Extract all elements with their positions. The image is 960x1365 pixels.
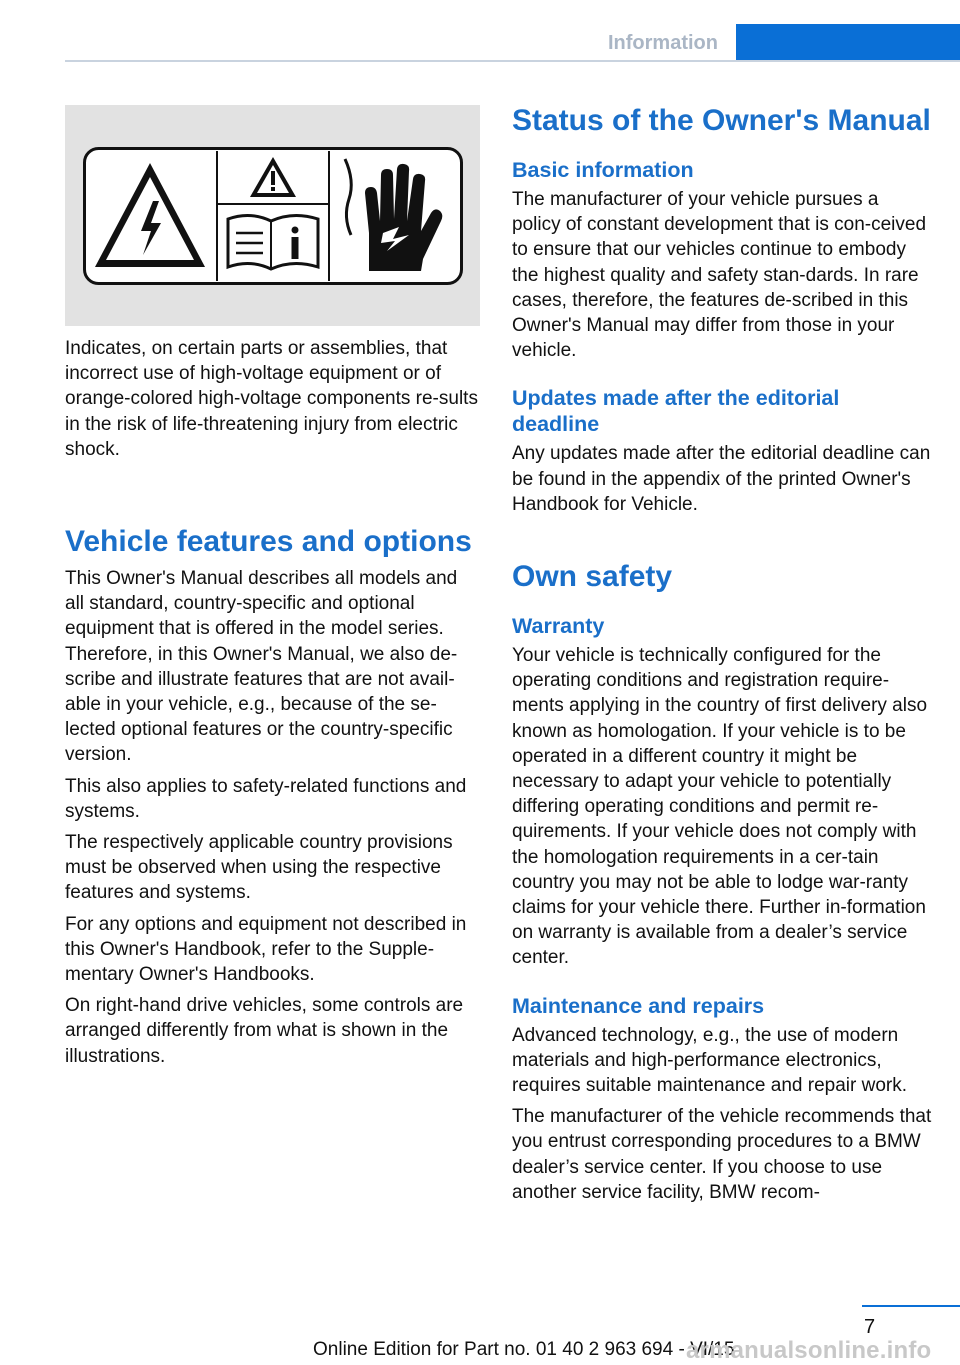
subsection-title-basic: Basic information (512, 158, 694, 182)
page-number: 7 (864, 1316, 876, 1338)
footer-divider (862, 1305, 960, 1307)
subsection-title-updates: Updates made after the editorial deadline (512, 386, 840, 437)
high-voltage-warning-figure (65, 105, 480, 326)
maintenance-text-1: Advanced technology, e.g., the use of modern materials and high-performance electronics, requires suitable maintenance and repair work. (512, 1024, 907, 1097)
subsection-title-maintenance: Maintenance and repairs (512, 993, 765, 1018)
header-divider (65, 60, 960, 62)
header-section-label: Information (608, 32, 718, 54)
updates-text: Any updates made after the editorial deadline can be found in the appendix of the printed Owner's Handbook for Vehicle. (512, 443, 931, 515)
maintenance-text-2: The manufacturer of the vehicle recommends that you entrust corresponding procedures to a BMW dealer’s service center. If you choose to use another service facility, BMW recom‐ (512, 1106, 932, 1203)
vehicle-features-paragraph-3: The respectively applicable country provisions must be observed when using the respective features and systems. (65, 832, 453, 904)
figure-caption: Indicates, on certain parts or assemblies, that incorrect use of high-voltage equipment or of orange-colored high-voltage components re‐sults in the risk of life-threatening injury from electric shock. (65, 338, 478, 460)
edition-text: Online Edition for Part no. 01 40 2 963 694 - VI/15 (313, 1339, 735, 1360)
high-voltage-label-icon (83, 147, 463, 285)
warranty-text: Your vehicle is technically configured for the operating conditions and registration require‐ments applying in the country of first delivery also known as homologation. If your vehicle is to be operated in a different country it might be necessary to adapt your vehicle to potentially differing operating conditions and permit re‐quirements. If your vehicle does not comply with the homologation requirements in a cer‐tain country you may not be able to lodge war‐ranty claims for your vehicle there. Further in‐formation on warranty is available from a dealer’s service center. (512, 645, 928, 969)
right-column (512, 105, 932, 1211)
section-title-own-safety: Own safety (512, 560, 673, 594)
left-column (65, 105, 480, 1075)
vehicle-features-paragraph-1: This Owner's Manual describes all models and all standard, country-specific and optional equipment that is offered in the model series. Therefore, in this Owner's Manual, we also de‐scribe and illustrate features that are not avail‐able in your vehicle, e.g., because of the se‐lected optional features or the country-specific version. (65, 568, 458, 766)
watermark-text: armanualsonline.info (686, 1337, 932, 1364)
vehicle-features-paragraph-2: This also applies to safety-related functions and systems. (65, 775, 467, 822)
header-accent-tab (736, 24, 960, 61)
basic-information-text: The manufacturer of your vehicle pursues a policy of constant development that is con‐ceived to ensure that our vehicles continue to embody the highest quality and safety stan‐dards. In rare cases, therefore, the features de‐scribed in this Owner's Manual may differ from those in your vehicle. (512, 189, 927, 362)
vehicle-features-paragraph-5: On right-hand drive vehicles, some controls are arranged differently from what is shown in the illustrations. (65, 995, 464, 1067)
subsection-title-warranty: Warranty (512, 614, 605, 639)
section-title-status: Status of the Owner's Manual (512, 104, 931, 137)
section-title-vehicle-features: Vehicle features and options (65, 525, 472, 559)
vehicle-features-paragraph-4: For any options and equipment not described in this Owner's Handbook, refer to the Supple‐mentary Owner's Handbooks. (65, 913, 467, 986)
